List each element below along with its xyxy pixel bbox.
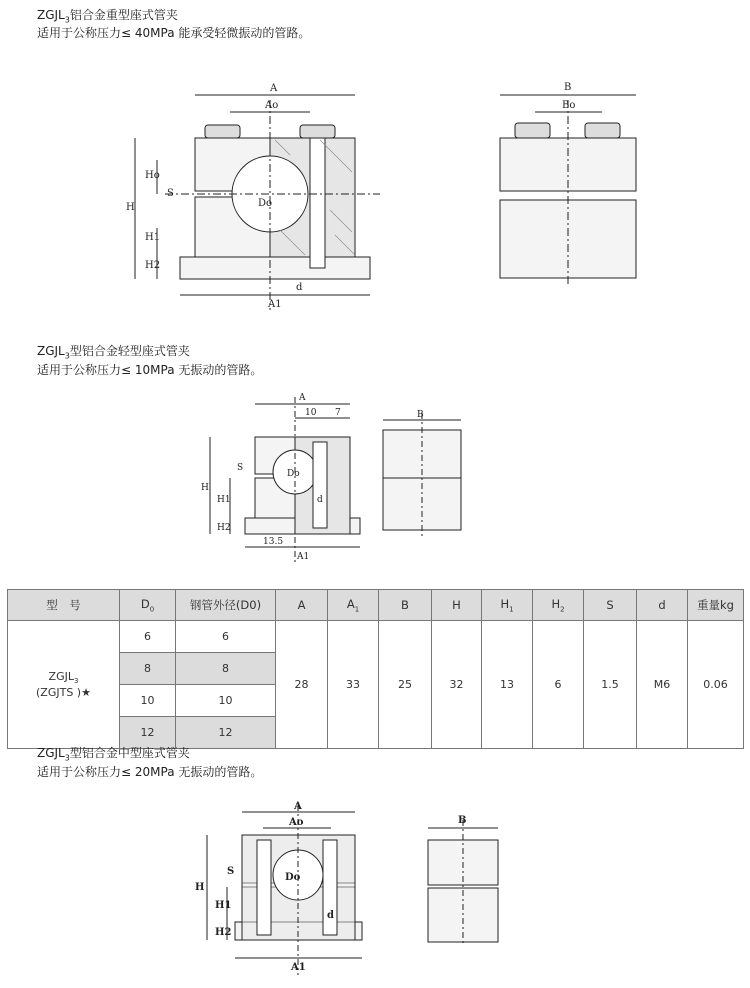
model-cell: $ZGJL_3$ (ZGJTS )★ — [8, 621, 120, 749]
svg-text:Ho: Ho — [145, 170, 160, 181]
d0-cell: 6 — [120, 621, 176, 653]
svg-text:B: B — [564, 82, 572, 93]
header-h: H — [432, 590, 482, 621]
svg-text:S: S — [227, 866, 235, 877]
heavy-front-drawing — [120, 70, 390, 320]
svg-text:d: d — [327, 910, 334, 921]
s-cell: 1.5 — [584, 621, 637, 749]
svg-text:Bo: Bo — [562, 100, 576, 111]
medium-title: $ZGJL_3$型铝合金中型座式管夹 — [37, 746, 190, 763]
svg-text:d: d — [296, 282, 303, 293]
weight-cell: 0.06 — [688, 621, 744, 749]
pipe-od-cell: 6 — [176, 621, 276, 653]
h2-cell: 6 — [533, 621, 584, 749]
svg-text:13.5: 13.5 — [263, 537, 284, 547]
b-cell: 25 — [379, 621, 432, 749]
pipe-od-cell: 8 — [176, 653, 276, 685]
heavy-title: $ZGJL_3$铝合金重型座式管夹 — [37, 8, 178, 25]
d-cell: M6 — [637, 621, 688, 749]
svg-text:Do: Do — [285, 872, 301, 883]
medium-description: 适用于公称压力≤ 20MPa 无振动的管路。 — [37, 765, 263, 779]
table-row — [8, 621, 744, 653]
header-d: d — [637, 590, 688, 621]
svg-text:H2: H2 — [217, 523, 231, 533]
heavy-description: 适用于公称压力≤ 40MPa 能承受轻微振动的管路。 — [37, 26, 311, 40]
pipe-od-cell: 10 — [176, 685, 276, 717]
header-pipe-od: 钢管外径(D0) — [176, 590, 276, 621]
d0-cell: 10 — [120, 685, 176, 717]
svg-text:H2: H2 — [215, 927, 232, 938]
svg-text:H1: H1 — [217, 495, 231, 505]
svg-text:H1: H1 — [215, 900, 232, 911]
svg-text:Ao: Ao — [265, 100, 279, 111]
svg-text:A: A — [294, 801, 302, 812]
header-b: B — [379, 590, 432, 621]
svg-text:S: S — [237, 463, 244, 473]
svg-text:A1: A1 — [297, 552, 310, 562]
svg-text:A1: A1 — [291, 962, 306, 973]
medium-front-drawing — [185, 800, 375, 980]
svg-text:H: H — [201, 483, 209, 493]
light-title: $ZGJL_3$型铝合金轻型座式管夹 — [37, 344, 190, 361]
svg-text:Ao: Ao — [289, 817, 304, 828]
svg-text:Do: Do — [287, 469, 300, 479]
a-cell: 28 — [276, 621, 328, 749]
header-h2: $H_2$ — [533, 590, 584, 621]
svg-text:A1: A1 — [268, 299, 282, 310]
svg-text:10: 10 — [305, 408, 317, 418]
light-description: 适用于公称压力≤ 10MPa 无振动的管路。 — [37, 363, 263, 377]
header-s: S — [584, 590, 637, 621]
svg-text:S: S — [167, 188, 174, 199]
spec-table — [7, 589, 744, 749]
header-weight: 重量kg — [688, 590, 744, 621]
svg-text:A: A — [299, 393, 306, 403]
h1-cell: 13 — [482, 621, 533, 749]
h-cell: 32 — [432, 621, 482, 749]
light-front-drawing — [195, 392, 375, 567]
svg-text:B: B — [417, 410, 424, 420]
header-a: A — [276, 590, 328, 621]
heavy-side-drawing — [490, 70, 650, 290]
svg-text:H2: H2 — [145, 260, 161, 271]
svg-text:B: B — [458, 815, 467, 826]
svg-text:H: H — [195, 882, 205, 893]
d0-cell: 12 — [120, 717, 176, 749]
header-a1: $A_1$ — [328, 590, 379, 621]
header-d0: $D_0$ — [120, 590, 176, 621]
header-model: 型 号 — [8, 590, 120, 621]
light-side-drawing — [375, 408, 470, 538]
a1-cell: 33 — [328, 621, 379, 749]
spec-table-header — [8, 590, 744, 621]
svg-text:Do: Do — [258, 198, 273, 209]
d0-cell: 8 — [120, 653, 176, 685]
pipe-od-cell: 12 — [176, 717, 276, 749]
svg-text:H1: H1 — [145, 232, 161, 243]
medium-side-drawing — [420, 808, 510, 948]
svg-text:A: A — [270, 83, 278, 94]
svg-text:7: 7 — [335, 408, 341, 418]
svg-text:d: d — [317, 495, 323, 505]
header-h1: $H_1$ — [482, 590, 533, 621]
svg-text:H: H — [126, 202, 135, 213]
